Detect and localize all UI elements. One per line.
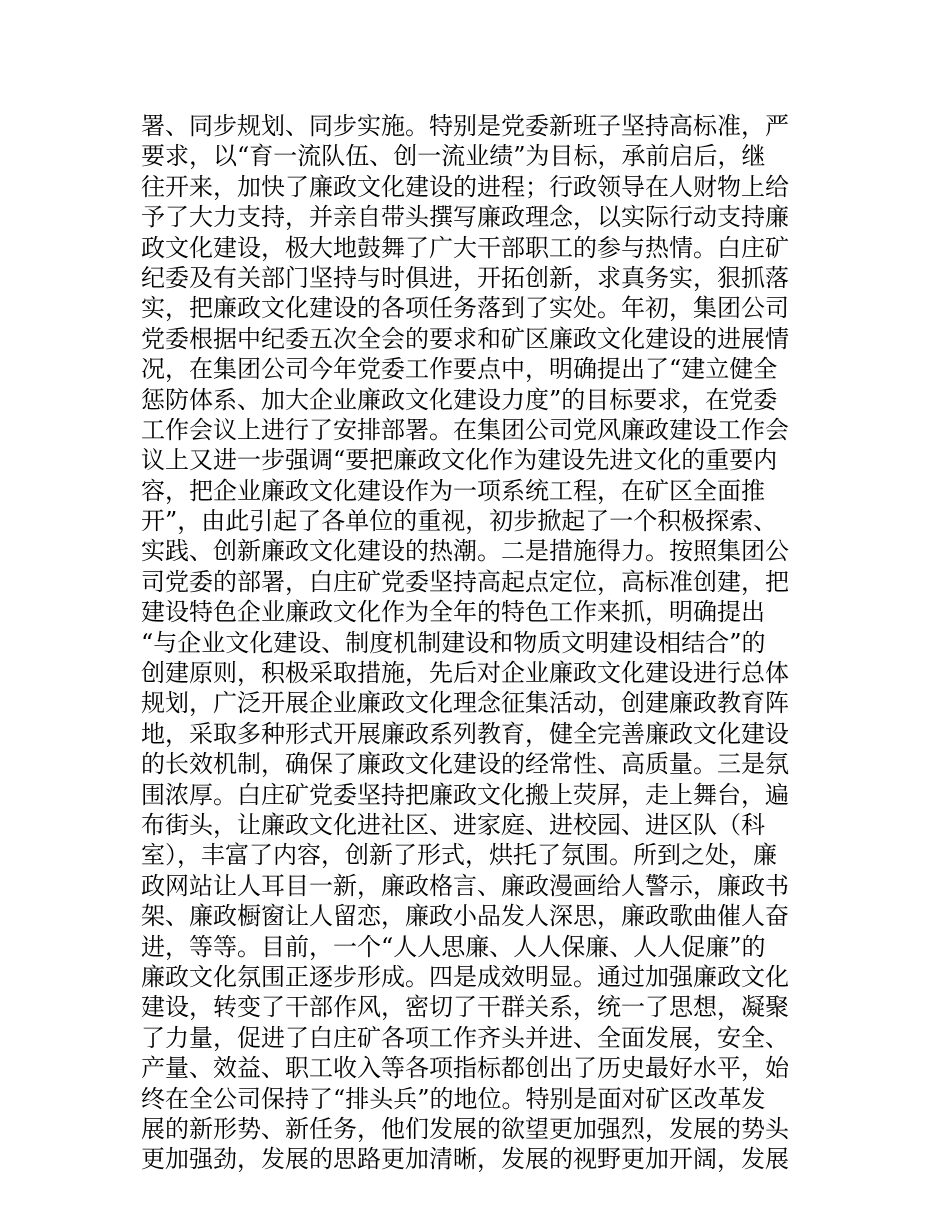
text-line: 纪委及有关部门坚持与时俱进，开拓创新，求真务实，狠抓落 — [141, 263, 789, 292]
text-line: 架、廉政橱窗让人留恋，廉政小品发人深思，廉政歌曲催人奋 — [141, 902, 789, 931]
text-line: 展的新形势、新任务，他们发展的欲望更加强烈，发展的势头 — [141, 1114, 789, 1143]
text-line: 围浓厚。白庄矿党委坚持把廉政文化搬上荧屏，走上舞台，遍 — [141, 780, 789, 809]
text-line: 终在全公司保持了“排头兵”的地位。特别是面对矿区改革发 — [141, 1084, 766, 1113]
text-line: 了力量，促进了白庄矿各项工作齐头并进、全面发展，安全、 — [141, 1023, 789, 1052]
text-line: 况，在集团公司今年党委工作要点中，明确提出了“建立健全 — [141, 355, 778, 384]
text-line: 予了大力支持，并亲自带头撰写廉政理念，以实际行动支持廉 — [141, 203, 789, 232]
text-line: 创建原则，积极采取措施，先后对企业廉政文化建设进行总体 — [141, 659, 789, 688]
text-line: 产量、效益、职工收入等各项指标都创出了历史最好水平，始 — [141, 1054, 789, 1083]
text-line: 司党委的部署，白庄矿党委坚持高起点定位，高标准创建，把 — [141, 567, 789, 596]
text-line: 廉政文化氛围正逐步形成。四是成效明显。通过加强廉政文化 — [141, 962, 789, 991]
text-line: 容，把企业廉政文化建设作为一项系统工程，在矿区全面推 — [141, 476, 765, 505]
text-line: 建设特色企业廉政文化作为全年的特色工作来抓，明确提出 — [141, 598, 765, 627]
text-line: 进，等等。目前，一个“人人思廉、人人保廉、人人促廉”的 — [141, 932, 766, 961]
text-line: 议上又进一步强调“要把廉政文化作为建设先进文化的重要内 — [141, 446, 778, 475]
body-text — [141, 111, 821, 1175]
text-line: 的长效机制，确保了廉政文化建设的经常性、高质量。三是氛 — [141, 750, 789, 779]
text-line: 建设，转变了干部作风，密切了干群关系，统一了思想，凝聚 — [141, 993, 789, 1022]
text-line: 工作会议上进行了安排部署。在集团公司党风廉政建设工作会 — [141, 415, 789, 444]
text-line: 室），丰富了内容，创新了形式，烘托了氛围。所到之处，廉 — [141, 841, 777, 870]
text-line: 惩防体系、加大企业廉政文化建设力度”的目标要求，在党委 — [141, 385, 778, 414]
text-line: 地，采取多种形式开展廉政系列教育，健全完善廉政文化建设 — [141, 719, 789, 748]
text-line: 布街头，让廉政文化进社区、进家庭、进校园、进区队（科 — [141, 810, 765, 839]
text-line: 开”，由此引起了各单位的重视，初步掀起了一个积极探索、 — [141, 507, 778, 536]
text-line: 党委根据中纪委五次全会的要求和矿区廉政文化建设的进展情 — [141, 324, 789, 353]
text-line: 规划，广泛开展企业廉政文化理念征集活动，创建廉政教育阵 — [141, 689, 789, 718]
text-line: “与企业文化建设、制度机制建设和物质文明建设相结合”的 — [141, 628, 766, 657]
text-line: 实践、创新廉政文化建设的热潮。二是措施得力。按照集团公 — [141, 537, 789, 566]
text-line: 要求，以“育一流队伍、创一流业绩”为目标，承前启后，继 — [141, 142, 766, 171]
text-line: 政网站让人耳目一新，廉政格言、廉政漫画给人警示，廉政书 — [141, 871, 789, 900]
text-line: 署、同步规划、同步实施。特别是党委新班子坚持高标准，严 — [141, 112, 789, 140]
text-line: 政文化建设，极大地鼓舞了广大干部职工的参与热情。白庄矿 — [141, 233, 789, 262]
text-line: 实，把廉政文化建设的各项任务落到了实处。年初，集团公司 — [141, 294, 789, 323]
text-line: 更加强劲，发展的思路更加清晰，发展的视野更加开阔，发展 — [141, 1145, 789, 1174]
text-line: 往开来，加快了廉政文化建设的进程；行政领导在人财物上给 — [141, 172, 789, 201]
